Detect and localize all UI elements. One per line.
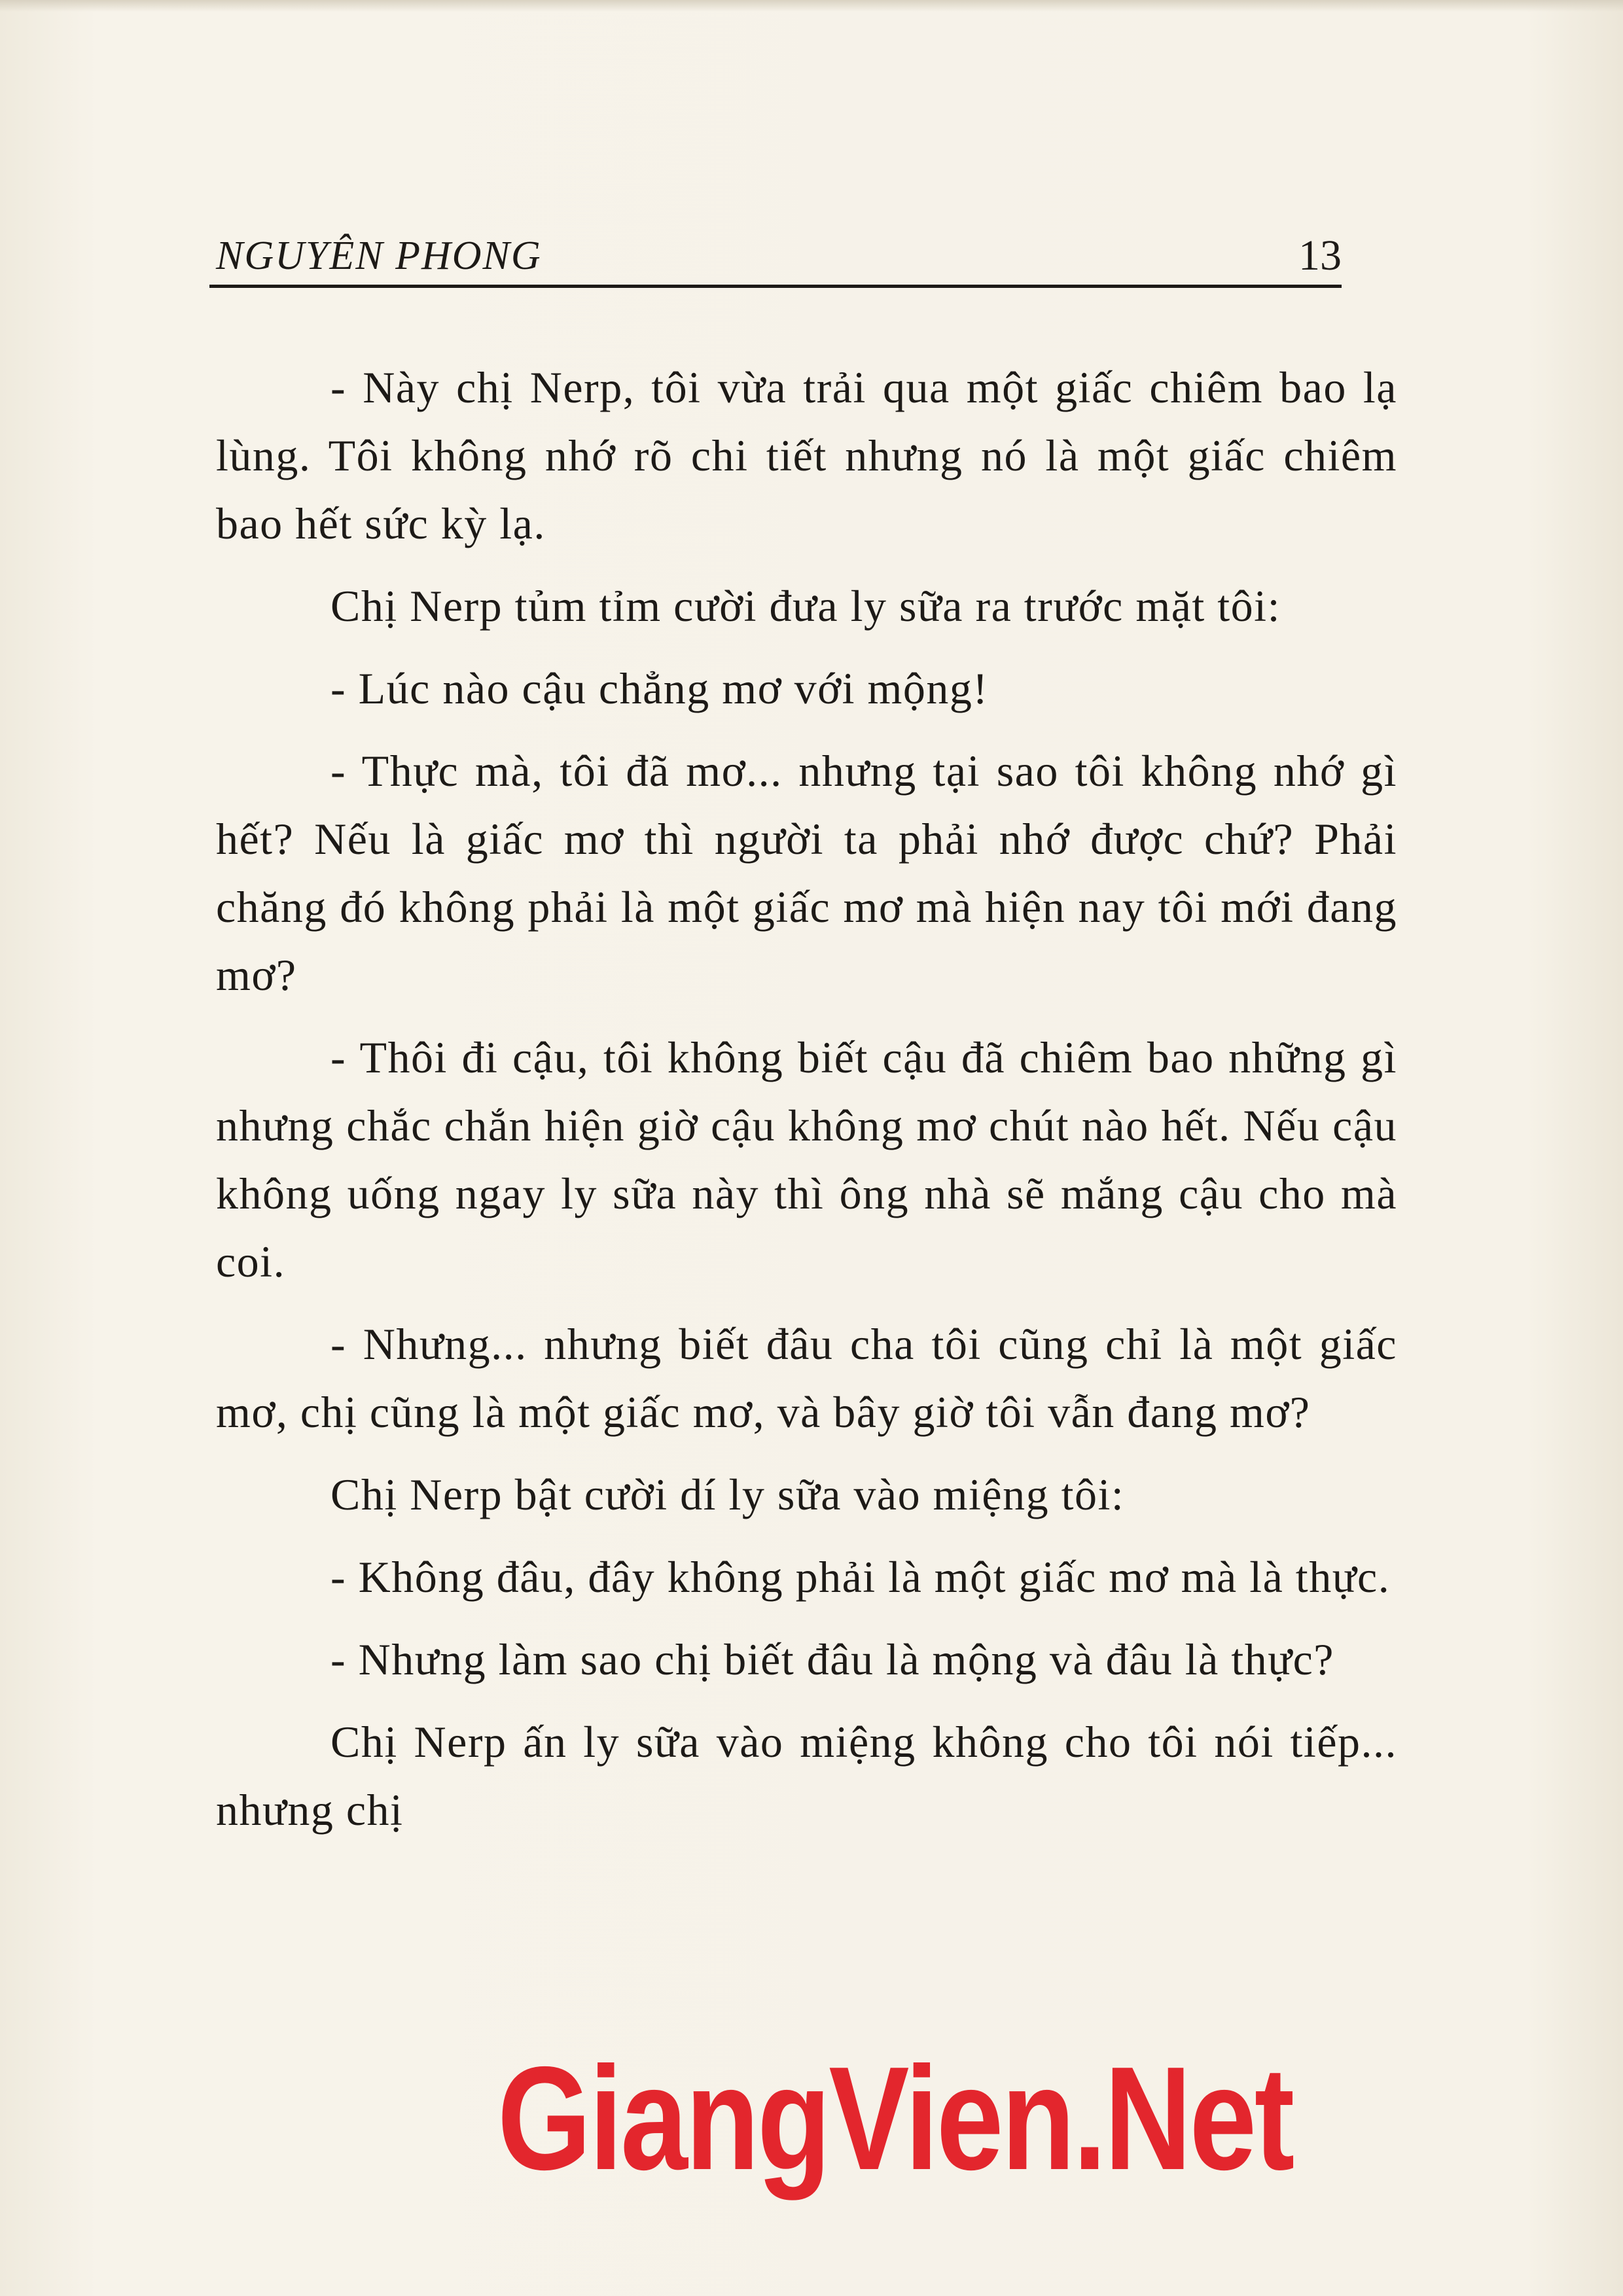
page-header [209,226,1342,288]
paragraph: - Nhưng... nhưng biết đâu cha tôi cũng chỉ là một giấc mơ, chị cũng là một giấc mơ, và bây giờ tôi vẫn đang mơ? [216,1319,1397,1437]
paragraph: Chị Nerp bật cười dí ly sữa vào miệng tôi: [330,1470,1125,1519]
running-head: NGUYÊN PHONG [216,234,542,278]
paragraph: Chị Nerp ấn ly sữa vào miệng không cho tôi nói tiếp... nhưng chị [216,1717,1397,1835]
page-number: 13 [1298,232,1342,279]
watermark-logo: GiangVien.Net [497,2036,1293,2200]
paragraph: - Thôi đi cậu, tôi không biết cậu đã chiêm bao những gì nhưng chắc chắn hiện giờ cậu không mơ chút nào hết. Nếu cậu không uống ngay ly sữa này thì ông nhà sẽ mắng cậu cho mà coi. [216,1033,1397,1286]
paragraph: - Nhưng làm sao chị biết đâu là mộng và đâu là thực? [330,1634,1334,1684]
page-edge-shadow [0,0,1623,12]
paragraph: - Không đâu, đây không phải là một giấc mơ mà là thực. [330,1552,1391,1602]
paragraph: - Thực mà, tôi đã mơ... nhưng tại sao tôi không nhớ gì hết? Nếu là giấc mơ thì người ta phải nhớ được chứ? Phải chăng đó không phải là một giấc mơ mà hiện nay tôi mới đang mơ? [216,746,1397,1000]
paragraph: - Này chị Nerp, tôi vừa trải qua một giấc chiêm bao lạ lùng. Tôi không nhớ rõ chi tiết nhưng nó là một giấc chiêm bao hết sức kỳ lạ. [216,362,1397,548]
body-text [216,353,1397,1858]
paragraph: - Lúc nào cậu chẳng mơ với mộng! [330,663,989,713]
paragraph: Chị Nerp tủm tỉm cười đưa ly sữa ra trước mặt tôi: [330,581,1281,631]
